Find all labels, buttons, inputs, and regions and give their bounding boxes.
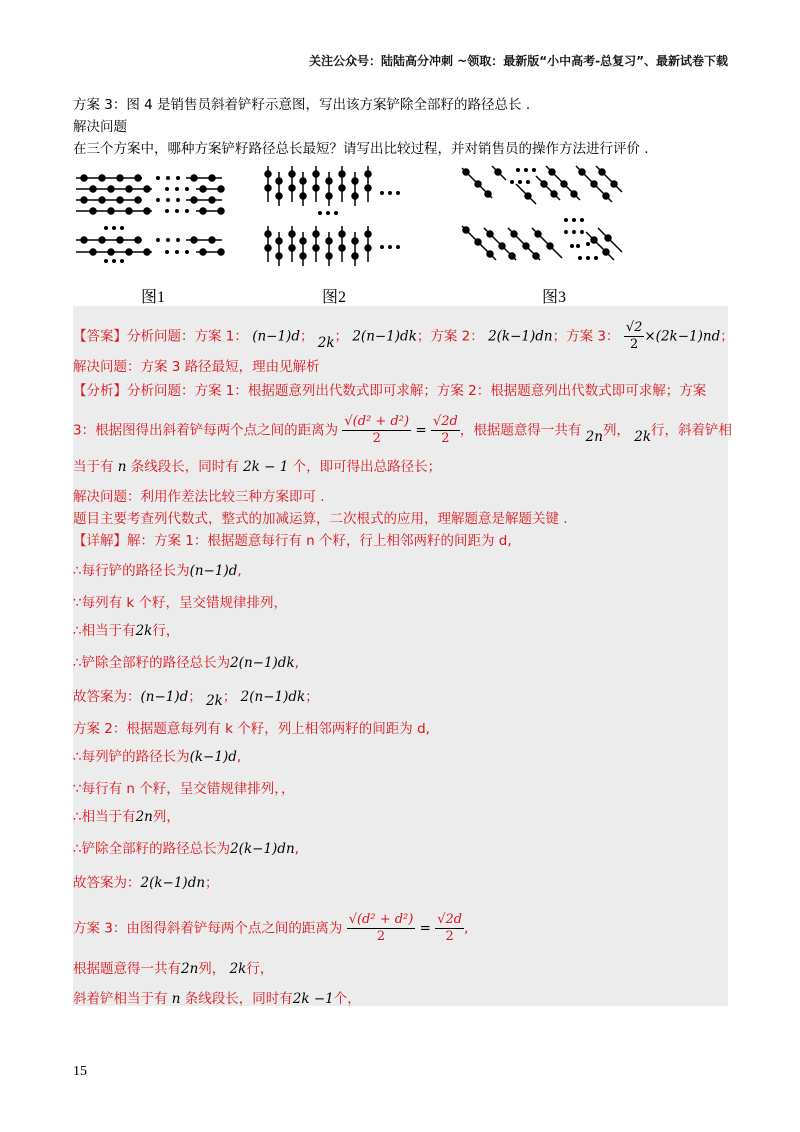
answer-a5: ×(2k−1)nd [644,328,721,345]
detail-line-13: 方案 3：由图得斜着铲每两个点之间的距离为 $\frac{\text{√(d² + d²)}}{2}$ = $\frac{√2d}{2}$ , [73,912,469,944]
page-header: 关注公众号：陆陆高分冲刺 ~领取：最新版“小中高考-总复习”、最新试卷下载 [309,54,728,68]
analysis-fraction-2 [431,414,460,447]
fraction-numerator: √2 [625,320,643,335]
detail-line-6: 故答案为：(n−1)d； 2k； 2(n−1)dk； [73,689,319,709]
detail-l6m3: 2(n−1)dk [240,689,306,705]
detail-l8m: (k−1)d [189,749,237,765]
figure-1 [72,172,227,267]
detail-l6a: 故答案为： [73,689,141,705]
analysis-p2c: 列， [602,422,630,439]
detail-l11m: 2(k−1)dn [230,841,295,857]
page-number: 15 [73,1064,87,1079]
detail-l11a: ∴铲除全部籽的路径总长为 [73,841,231,857]
analysis-line-3 [73,458,441,476]
question-line-1: 方案 3：图 4 是销售员斜着铲籽示意图，写出该方案铲除全部籽的路径总长 . [73,97,531,113]
analysis-p3c: 个，即可得出总路径长； [292,459,442,475]
detail-l14c: 行， [246,961,274,977]
detail-l14a: 根据题意得一共有 [73,961,181,977]
fraction-numerator: √(d² + d²) [344,414,410,429]
answer-tag: 【答案】 [73,328,127,345]
detail-line-4 [73,622,179,640]
detail-l12m: 2(k−1)dn [140,875,206,891]
separator: ； [552,328,567,345]
separator: ； [334,328,349,345]
detail-line-15 [73,990,361,1008]
separator: ； [299,328,314,345]
detail-l15n: n [171,991,181,1007]
analysis-line-2 [73,414,732,447]
analysis-n: n [117,459,127,475]
answer-a3: 2(n−1)dk [352,328,417,345]
detail-line-11: ∴铲除全部籽的路径总长为2(k−1)dn, [73,841,299,857]
analysis-p2a: 3：根据图得出斜着铲每两个点之间的距离为 [73,422,339,439]
detail-l6m2: 2k [206,693,223,709]
fraction-denominator: 2 [376,929,386,944]
answer-intro: 分析问题：方案 1： [127,328,248,345]
detail-l5m: 2(n−1)dk [230,655,295,671]
detail-l5a: ∴铲除全部籽的路径总长为 [73,655,231,671]
detail-l10b: 列， [152,809,180,825]
detail-l15c: 个， [333,991,361,1007]
detail-line-2: ∴每行铲的路径长为(n−1)d, [73,563,242,579]
detail-l12a: 故答案为： [73,875,141,891]
analysis-tag: 【分析】 [73,383,127,399]
answer-solve: 解决问题：方案 3 路径最短，理由见解析 [73,359,320,375]
analysis-line-1 [73,382,706,400]
detail-tag: 【详解】 [73,533,127,549]
fraction-denominator: 2 [441,431,450,446]
equals-sign: = [415,422,427,439]
answer-line [73,320,734,353]
figure-2-caption: 图2 [322,289,347,306]
separator: ； [720,328,734,345]
detail-l4m: 2k [135,623,153,639]
detail-l13a: 方案 3：由图得斜着铲每两个点之间的距离为 [73,920,343,937]
detail-l15a: 斜着铲相当于有 [73,991,168,1007]
detail-l1: 解：方案 1：根据题意每行有 n 个籽，行上相邻两籽的间距为 d, [127,533,512,549]
detail-line-12: 故答案为：2(k−1)dn； [73,875,219,891]
analysis-2n: 2n [585,428,603,445]
figure-3-caption: 图3 [542,289,567,306]
detail-fraction-2 [435,912,464,945]
detail-line-8: ∴每列铲的路径长为(k−1)d, [73,749,242,765]
question-line-2: 解决问题 [73,119,127,135]
detail-line-1 [73,532,512,550]
detail-l2m: (n−1)d [189,563,238,579]
detail-l6m1: (n−1)d [140,689,189,705]
detail-l15m: 2k −1 [292,991,334,1007]
analysis-p3b: 条线段长，同时有 [130,459,239,475]
fraction-denominator: 2 [372,431,381,446]
detail-line-3: ∵每列有 k 个籽，呈交错规律排列， [73,595,287,611]
equals-sign: = [419,920,431,937]
answer-a2: 2k [317,334,335,351]
question-line-3: 在三个方案中，哪种方案铲籽路径总长最短？请写出比较过程，并对销售员的操作方法进行评价 . [73,141,649,157]
detail-l14b: 列， [198,961,226,977]
detail-l15b: 条线段长，同时有 [184,991,293,1007]
answer-plan3: 方案 3： [566,328,620,345]
answer-a5-fraction [624,320,645,353]
figure-3 [456,162,626,270]
analysis-2k: 2k [634,428,652,445]
fraction-numerator: √2d [432,414,458,429]
separator: ； [416,328,431,345]
analysis-p2b: ，根据题意得一共有 [459,422,582,439]
detail-line-7: 方案 2：根据题意每列有 k 个籽，列上相邻两籽的间距为 d, [73,721,430,737]
analysis-fraction-1 [342,414,411,447]
fraction-numerator: √2d [437,912,463,927]
detail-l8a: ∴每列铲的路径长为 [73,749,190,765]
answer-a4: 2(k−1)dn [488,328,553,345]
analysis-expr: 2k − 1 [243,459,289,475]
fraction-denominator: 2 [629,337,639,352]
analysis-p1: 分析问题：方案 1：根据题意列出代数式即可求解；方案 2：根据题意列出代数式即可求解；方案 [127,383,707,399]
detail-l14m1: 2n [181,961,199,977]
answer-plan2: 方案 2： [430,328,484,345]
analysis-p2d: 行，斜着铲相 [651,422,733,439]
detail-l2a: ∴每行铲的路径长为 [73,563,190,579]
detail-fraction-1 [347,912,416,945]
detail-line-5: ∴铲除全部籽的路径总长为2(n−1)dk, [73,655,299,671]
figure-2 [262,160,412,270]
figure-1-caption: 图1 [141,289,166,306]
detail-l4b: 行， [152,623,180,639]
detail-line-14 [73,960,273,978]
analysis-line-4: 解决问题：利用作差法比较三种方案即可 . [73,489,325,505]
analysis-p3a: 当于有 [73,459,114,475]
answer-a1: (n−1)d [252,328,300,345]
detail-l10a: ∴相当于有 [73,809,136,825]
detail-line-10 [73,808,180,826]
detail-line-9: ∵每行有 n 个籽，呈交错规律排列，， [73,781,295,797]
detail-l4a: ∴相当于有 [73,623,136,639]
detail-l14m2: 2k [229,961,247,977]
detail-l10m: 2n [135,809,153,825]
fraction-denominator: 2 [445,929,454,944]
fraction-numerator: √(d² + d²) [348,912,414,927]
analysis-line-5: 题目主要考查列代数式，整式的加减运算，二次根式的应用，理解题意是解题关键 . [73,511,568,527]
